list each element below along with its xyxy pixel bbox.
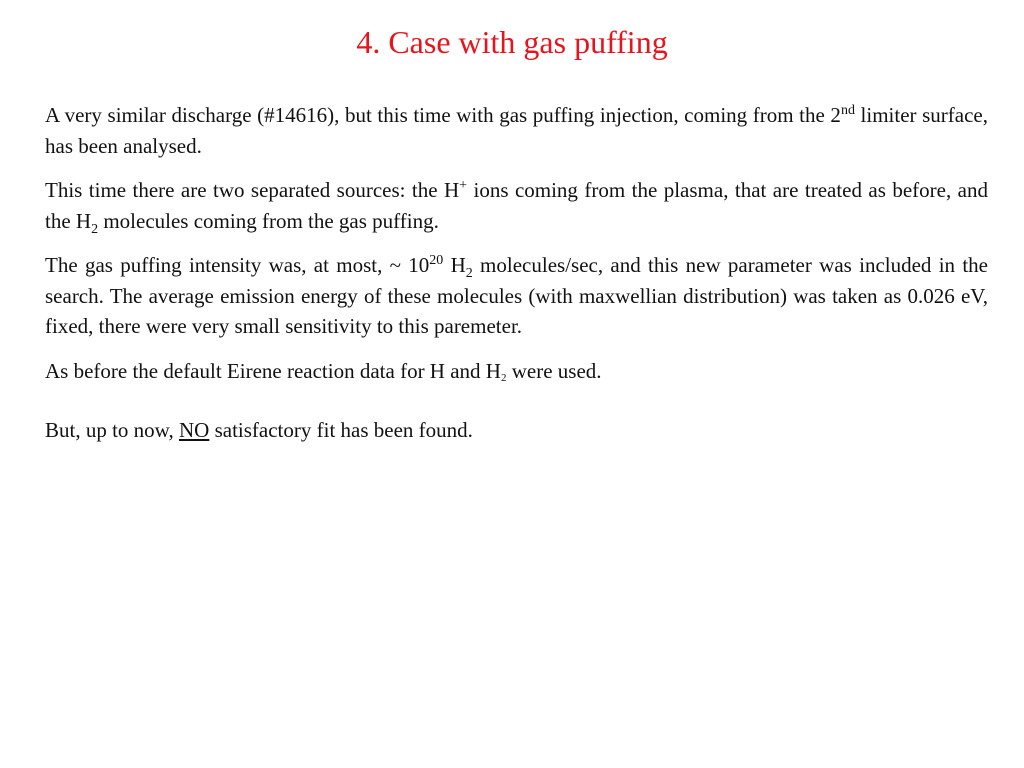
paragraph-sources-sup: + bbox=[459, 178, 468, 193]
paragraph-reaction-data-text-a: As before the default Eirene reaction data for H and H bbox=[45, 358, 501, 383]
paragraph-intensity-text-c: molecules/sec, and this new parameter was included in the search. The average emission energy of these molecules (with maxwellian distribution) was taken as 0.026 eV, fixed, there were very small sensitivity to this paremeter. bbox=[45, 253, 988, 338]
paragraph-intensity-text-a: The gas puffing intensity was, at most, ~ 10 bbox=[45, 253, 430, 277]
paragraph-discharge-text-a: A very similar discharge (#14616), but this time with gas puffing injection, coming from the 2 bbox=[45, 103, 841, 127]
paragraph-sources-sub: 2 bbox=[91, 221, 99, 237]
paragraph-reaction-data bbox=[45, 356, 988, 387]
paragraph-intensity-sup: 20 bbox=[429, 253, 444, 268]
paragraph-sources-text-b: ions coming from the plasma, that are treated as before, and the H bbox=[45, 178, 988, 233]
paragraph-sources-text-a: This time there are two separated sources: the H bbox=[45, 178, 460, 202]
paragraph-intensity-text-b: H bbox=[443, 253, 466, 277]
slide-title-text: 4. Case with gas puffing bbox=[356, 24, 668, 60]
paragraph-sources-text-c: molecules coming from the gas puffing. bbox=[98, 208, 439, 233]
paragraph-discharge-text-b: limiter surface, has been analysed. bbox=[45, 103, 988, 158]
paragraph-discharge bbox=[45, 100, 988, 161]
slide-title bbox=[0, 22, 1024, 62]
paragraph-reaction-data-sub: 2 bbox=[500, 371, 507, 384]
paragraph-intensity-sub: 2 bbox=[465, 266, 473, 281]
paragraph-conclusion-emphasis: NO bbox=[178, 418, 210, 442]
paragraph-conclusion bbox=[45, 415, 988, 446]
paragraph-reaction-data-text-b: were used. bbox=[506, 358, 602, 383]
paragraph-sources bbox=[45, 175, 988, 236]
paragraph-intensity bbox=[45, 250, 988, 342]
paragraph-conclusion-text-b: satisfactory fit has been found. bbox=[209, 418, 473, 442]
paragraph-discharge-sup: nd bbox=[840, 103, 855, 118]
paragraph-conclusion-text-a: But, up to now, bbox=[45, 418, 179, 442]
slide-body bbox=[45, 100, 988, 460]
